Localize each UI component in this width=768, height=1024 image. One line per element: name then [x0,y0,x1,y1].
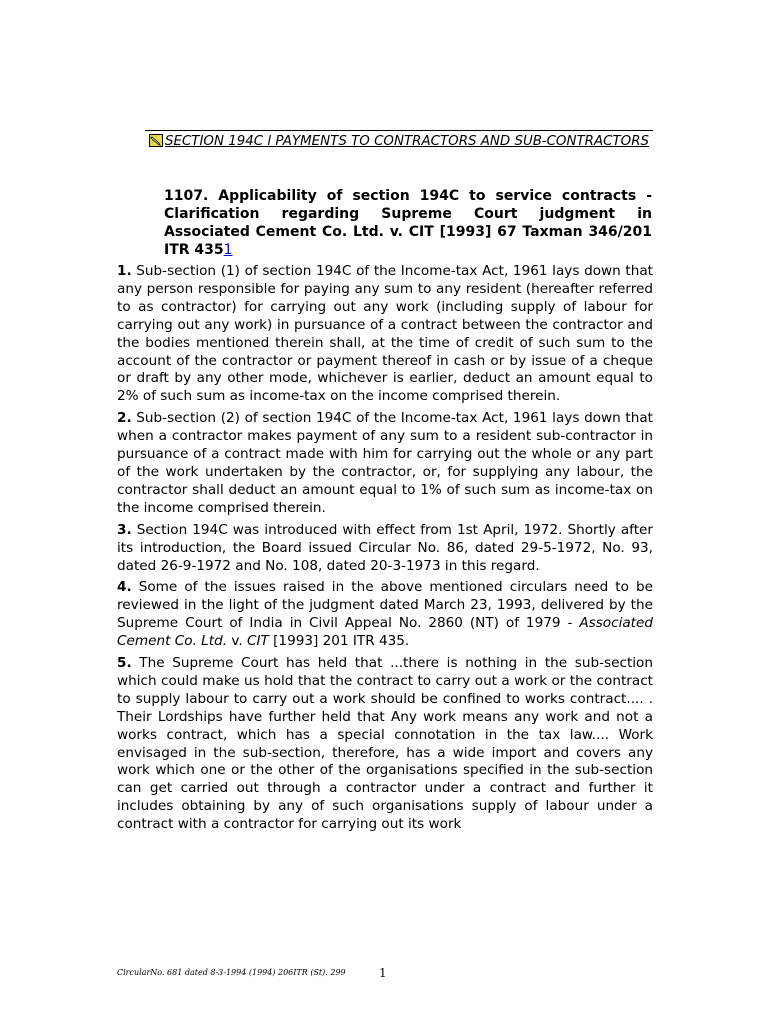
paragraph-text: Some of the issues raised in the above mentioned circulars need to be reviewed in the light of the judgment dated March 23, 1993, delivered by the Supreme Court of India in Civil Appeal No. 2860 (NT) of 1979 - [117,579,653,632]
paragraph-3 [117,522,653,576]
paragraph-text: [1993] 201 ITR 435. [268,633,410,650]
paragraph-5 [117,655,653,834]
paragraph-number: 4. [117,579,132,596]
paragraph-number: 1. [117,263,132,279]
paragraph-text: Sub-section (1) of section 194C of the Income-tax Act, 1961 lays down that any person responsible for paying any sum to any resident (hereafter referred to as contractor) for carrying out any work (including supply of labour for carrying out any work) in pursuance of a contract between the contractor and the bodies mentioned therein shall, at the time of credit of such sum to the account of the contractor or payment thereof in cash or by issue of a cheque or draft by any other mode, whichever is earlier, deduct an amount equal to 2% of such sum as income-tax on the income comprised therein. [117,263,654,405]
paragraph-1 [117,263,653,406]
case-name: Associated Cement Co. Ltd. [117,615,653,650]
footnote-link[interactable]: 1 [223,242,233,258]
page-number: 1 [379,966,387,980]
case-party: CIT [246,633,269,650]
section-heading-text: SECTION 194C l PAYMENTS TO CONTRACTORS AND SUB-CONTRACTORS [164,134,650,149]
heading-rule [145,130,653,131]
pencil-icon [149,134,163,147]
section-heading [145,132,653,151]
paragraph-number: 5. [117,655,132,672]
paragraph-text: Sub-section (2) of section 194C of the Income-tax Act, 1961 lays down that when a contractor makes payment of any sum to a resident sub-contractor in pursuance of a contract made with him for carrying out the whole or any part of the work undertaken by the contractor, or, for supplying any labour, the contractor shall deduct an amount equal to 1% of such sum as income-tax on the income comprised therein. [117,410,654,516]
circular-heading-text: 1107. Applicability of section 194C to service contracts - Clarification regarding Supreme Court judgment in Associated Cement Co. Ltd. v. CIT [1993] 67 Taxman 346/201 ITR 435 [164,188,652,258]
paragraph-text: Section 194C was introduced with effect from 1st April, 1972. Shortly after its introduction, the Board issued Circular No. 86, dated 29-5-1972, No. 93, dated 26-9-1972 and No. 108, dated 20-3-1973 in this regard. [117,521,653,574]
paragraph-number: 2. [117,410,132,427]
circular-heading [164,187,652,259]
paragraph-2 [117,410,653,517]
paragraph-number: 3. [117,521,132,538]
footer-citation: CircularNo. 681 dated 8-3-1994 (1994) 206ITR (St). 299 [117,968,346,977]
body-text [117,263,653,838]
paragraph-4 [117,579,653,651]
paragraph-text: v. [227,633,247,650]
paragraph-text: The Supreme Court has held that ...there is nothing in the sub-section which could make us hold that the contract to carry out a work or the contract to supply labour to carry out a work should be confined to works contract.... . Their Lordships have further held that Any work means any work and not a works contract, which has a special connotation in the tax law.... Work envisaged in the sub-section, therefore, has a wide import and covers any work which one or the other of the organisations specified in the sub-section can get carried out through a contractor under a contract and further it includes obtaining by any of such organisations supply of labour under a contract with a contractor for carrying out its work [117,655,653,833]
